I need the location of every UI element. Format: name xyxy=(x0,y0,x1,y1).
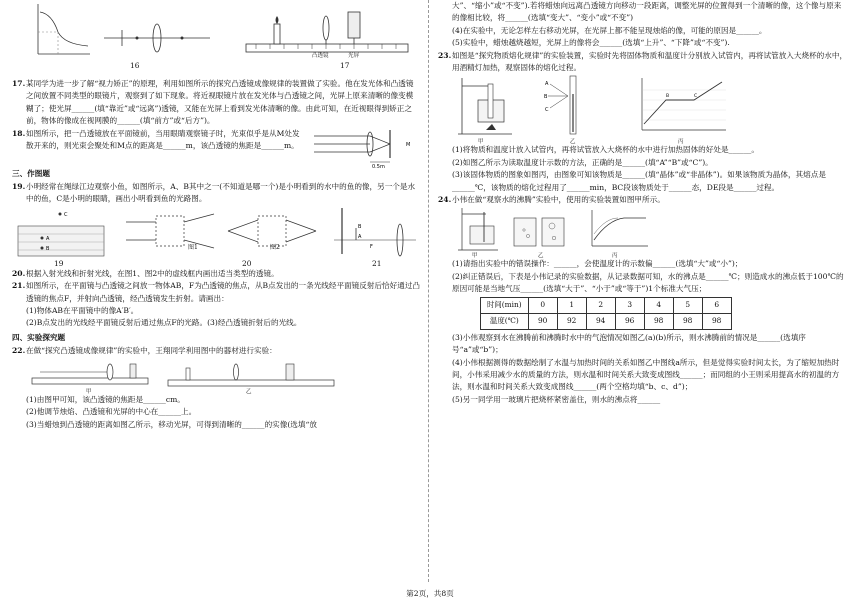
sub-question-5: (5)另一同学用一玻璃片把烧杯紧密盖住，则水的沸点将______ xyxy=(452,394,661,404)
question-number: 22. xyxy=(12,346,26,356)
caption-23c: 丙 xyxy=(678,139,684,146)
question-20 xyxy=(12,268,420,280)
lens-box-fig1-icon xyxy=(122,208,218,254)
boiling-apparatus-icon xyxy=(456,206,500,252)
sub-question-2: (2)B点发出的光线经平面镜反射后通过焦点F的光路。(3)经凸透镜折射后的光线。 xyxy=(26,318,302,328)
label-c: C xyxy=(64,211,68,218)
sub-question-4: (4)小伟根据测得的数据绘制了水温与加热时间的关系如图乙中图线a所示，但是觉得实验时间太长，为了缩短加热时间，小伟采用减少水的质量的方法，则水温和时间关系大致变成图线______；而同组的小王则采用提高水的初温的方法，则水温和时间关系大致变成图线______(两个空格均填“b、c、d”)； xyxy=(452,357,840,392)
table-row xyxy=(481,297,732,313)
caption-24c: 丙 xyxy=(612,253,618,260)
melting-apparatus-icon xyxy=(456,74,516,136)
left-column xyxy=(12,0,420,431)
sub-question-2: (2)如图乙所示为读取温度计示数的方法，正确的是______(填“A”“B”或“C”)。 xyxy=(452,157,713,167)
caption-fig1: 图1 xyxy=(188,243,198,251)
caption-21: 21 xyxy=(372,258,382,268)
question-22 xyxy=(12,345,420,431)
svg-text:C: C xyxy=(545,107,549,114)
right-column xyxy=(438,0,848,406)
table-cell: 2 xyxy=(586,297,615,313)
question-number: 23. xyxy=(438,50,452,60)
svg-text:C: C xyxy=(694,94,698,100)
caption-fig2: 图2 xyxy=(270,243,280,251)
caption-22a: 甲 xyxy=(86,388,92,395)
caption-lens: 凸透镜 xyxy=(312,53,329,59)
label-f: F xyxy=(370,243,373,250)
sub-question-3: (3)小伟观察到水在沸腾前和沸腾时水中的气泡情况如图乙(a)(b)所示，则水沸腾前的情况是______(选填序号“a”或“b”)； xyxy=(452,332,806,355)
table-cell: 90 xyxy=(528,313,557,329)
question-18 xyxy=(12,128,420,166)
table-cell: 6 xyxy=(702,297,731,313)
question-number: 18. xyxy=(12,128,26,138)
caption-20: 20 xyxy=(242,258,252,268)
table-cell: 0 xyxy=(528,297,557,313)
question-24 xyxy=(438,194,848,406)
table-cell: 92 xyxy=(557,313,586,329)
label-b: B xyxy=(46,245,50,252)
caption-screen: 光屏 xyxy=(348,53,360,59)
question-text: 如图所示，在平面镜与凸透镜之间放一物体AB，F为凸透镜的焦点，从B点发出的一条光线经平面镜反射后恰好通过凸透镜的焦点F，并射向凸透镜，经凸透镜发生折射。请画出： xyxy=(26,281,421,303)
table-cell: 3 xyxy=(615,297,644,313)
question-text: 某同学为进一步了解“视力矫正”的原理，利用如图所示的探究凸透镜成像规律的装置做了实验。他在发光体和凸透镜之间放置不同类型的眼镜片，观察到了如下现象。将近视眼镜片放在发光体与凸透镜之间，光屏上原来清晰的像变模糊了；使光屏______(填“靠近”或“远离”)透镜，又能在光屏上看到发光体清晰的像。由此可知，在近视眼得到矫正之前，物体的像成在视网膜的______(填“前方”或“后方”)。 xyxy=(26,79,414,126)
question-number: 21. xyxy=(12,281,26,291)
sub-question-2: (2)他调节烛焰、凸透镜和光屏的中心在______上。 xyxy=(26,407,197,417)
table-row xyxy=(481,313,732,329)
table-cell: 94 xyxy=(586,313,615,329)
question-22-continued xyxy=(438,0,848,50)
caption-23b: 乙 xyxy=(570,139,576,146)
sub-question-1: (1)请指出实验中的错误操作：______，会使温度计的示数偏______(选填“大”或“小”)； xyxy=(452,259,743,269)
question-number: 19. xyxy=(12,182,26,192)
sub-question-1: (1)物体AB在平面镜中的像A′B′。 xyxy=(26,306,139,316)
fish-water-19-icon xyxy=(16,208,108,260)
data-table xyxy=(480,297,732,330)
table-cell: 98 xyxy=(673,313,702,329)
label-a-21: A xyxy=(358,233,362,240)
figure-row-top xyxy=(12,0,420,78)
mirror-lens-21-icon xyxy=(330,206,420,258)
question-23 xyxy=(438,50,848,194)
caption-16: 16 xyxy=(130,61,140,70)
question-text: 小明经常在绳绿江边观察小鱼，如图所示，A、B其中之一(不知道是哪一个)是小明看到的水中的鱼的像，另一个是水中的鱼，C是小明的眼睛，画出小明看到鱼的光路图。 xyxy=(26,182,416,204)
caption-22b: 乙 xyxy=(246,388,252,395)
caption-24b: 乙 xyxy=(538,253,544,260)
question-number: 24. xyxy=(438,195,452,205)
table-header-cell: 时间(min) xyxy=(481,297,529,313)
figure-row-19-21 xyxy=(12,206,420,268)
label-05m: 0.5m xyxy=(372,163,385,168)
graph-16-icon xyxy=(32,2,92,60)
svg-text:B: B xyxy=(666,94,670,100)
lens-mirror-18-icon xyxy=(310,128,420,168)
caption-23a: 甲 xyxy=(478,139,484,146)
question-19 xyxy=(12,181,420,206)
section-title-drawing: 三、作图题 xyxy=(12,168,50,178)
question-text: 小伟在做“观察水的沸腾”实验中，使用的实验装置如图甲所示。 xyxy=(452,195,665,205)
sub-question-3: (3)该固体物质的图象如图丙，由图象可知该物质是______(填“晶体”或“非晶体”)。如果该物质为晶体，其熔点是______℃，该物质的熔化过程用了______min，BC段该物质处于______态，DE段是______过程。 xyxy=(452,170,826,192)
table-cell: 5 xyxy=(673,297,702,313)
continued-text: 大”、“缩小”或“不变”).若将蜡烛向远离凸透镜方向移动一段距离，调整光屏的位置得到一个清晰的像，这个像与原来的像相比较，将______(选填“变大”、“变小”或“不变”) xyxy=(452,1,842,23)
sub-question-4: (4)在实验中，无论怎样左右移动光屏，在光屏上都不能呈现烛焰的像，可能的原因是______。 xyxy=(452,25,767,35)
table-cell: 98 xyxy=(644,313,673,329)
caption-24a: 甲 xyxy=(472,253,478,260)
svg-text:A: A xyxy=(545,81,549,88)
thermometer-reading-icon xyxy=(544,74,604,136)
caption-17: 17 xyxy=(340,61,350,70)
bubble-beakers-icon xyxy=(510,206,570,252)
question-number: 20. xyxy=(12,268,26,278)
boiling-curve-icon xyxy=(584,206,650,252)
melting-curve-icon xyxy=(630,74,730,136)
question-17 xyxy=(12,78,420,128)
question-21 xyxy=(12,280,420,330)
svg-text:B: B xyxy=(544,94,548,101)
sub-question-5: (5)实验中，蜡烛越烧越短，光屏上的像将会______(选填“上升”、“下降”或“不变”). xyxy=(452,38,730,48)
table-cell: 96 xyxy=(615,313,644,329)
question-number: 17. xyxy=(12,79,26,88)
sub-question-2: (2)纠正错误后，下表是小伟记录的实验数据，从记录数据可知，水的沸点是______℃；则造成水的沸点低于100℃的原因可能是当地气压______(选填“大于”、“小于”或“等于”)1个标准大气压； xyxy=(452,271,844,294)
question-text: 如图所示，把一凸透镜放在平面镜前，当用眼睛观察镜子时，光束似乎是从M处发散开来的，则光束会聚处和M点的距离是______m，该凸透镜的焦距是______m。 xyxy=(26,128,300,151)
question-text: 如图是“探究物质熔化规律”的实验装置，实验时先将固体物质和温度计分别放入试管内，再将试管放入大烧杯的水中，用酒精灯加热，观察固体的熔化过程。 xyxy=(452,50,848,73)
sub-question-1: (1)由图甲可知，该凸透镜的焦距是______cm。 xyxy=(26,394,185,404)
label-b-21: B xyxy=(358,223,362,230)
question-text: 在做“探究凸透镜成像规律”的实验中，王翔同学利用图中的器材进行实验： xyxy=(26,346,277,356)
page-footer: 第2页，共8页 xyxy=(406,589,454,598)
figure-23 xyxy=(452,74,848,144)
question-text: 根据入射光线和折射光线，在图1、图2中的虚线框内画出适当类型的透镜。 xyxy=(26,268,279,278)
table-cell: 1 xyxy=(557,297,586,313)
lens-arrangement-16-icon xyxy=(102,18,212,58)
table-cell: 98 xyxy=(702,313,731,329)
table-cell: 4 xyxy=(644,297,673,313)
label-a: A xyxy=(46,235,50,242)
sub-question-1: (1)将物质和温度计放入试管内，再将试管放入大烧杯的水中进行加热固体的好处是______。 xyxy=(452,145,759,155)
label-m: M xyxy=(406,141,411,148)
figure-24 xyxy=(452,206,848,258)
table-header-cell: 温度(℃) xyxy=(481,313,529,329)
figure-22 xyxy=(26,358,420,394)
caption-19: 19 xyxy=(54,258,64,268)
sub-question-3: (3)当蜡烛到凸透镜的距离如图乙所示，移动光屏，可得到清晰的______的实像(选填“放 xyxy=(26,419,317,429)
section-title-experiment: 四、实验探究题 xyxy=(12,332,66,342)
column-divider xyxy=(428,0,429,582)
